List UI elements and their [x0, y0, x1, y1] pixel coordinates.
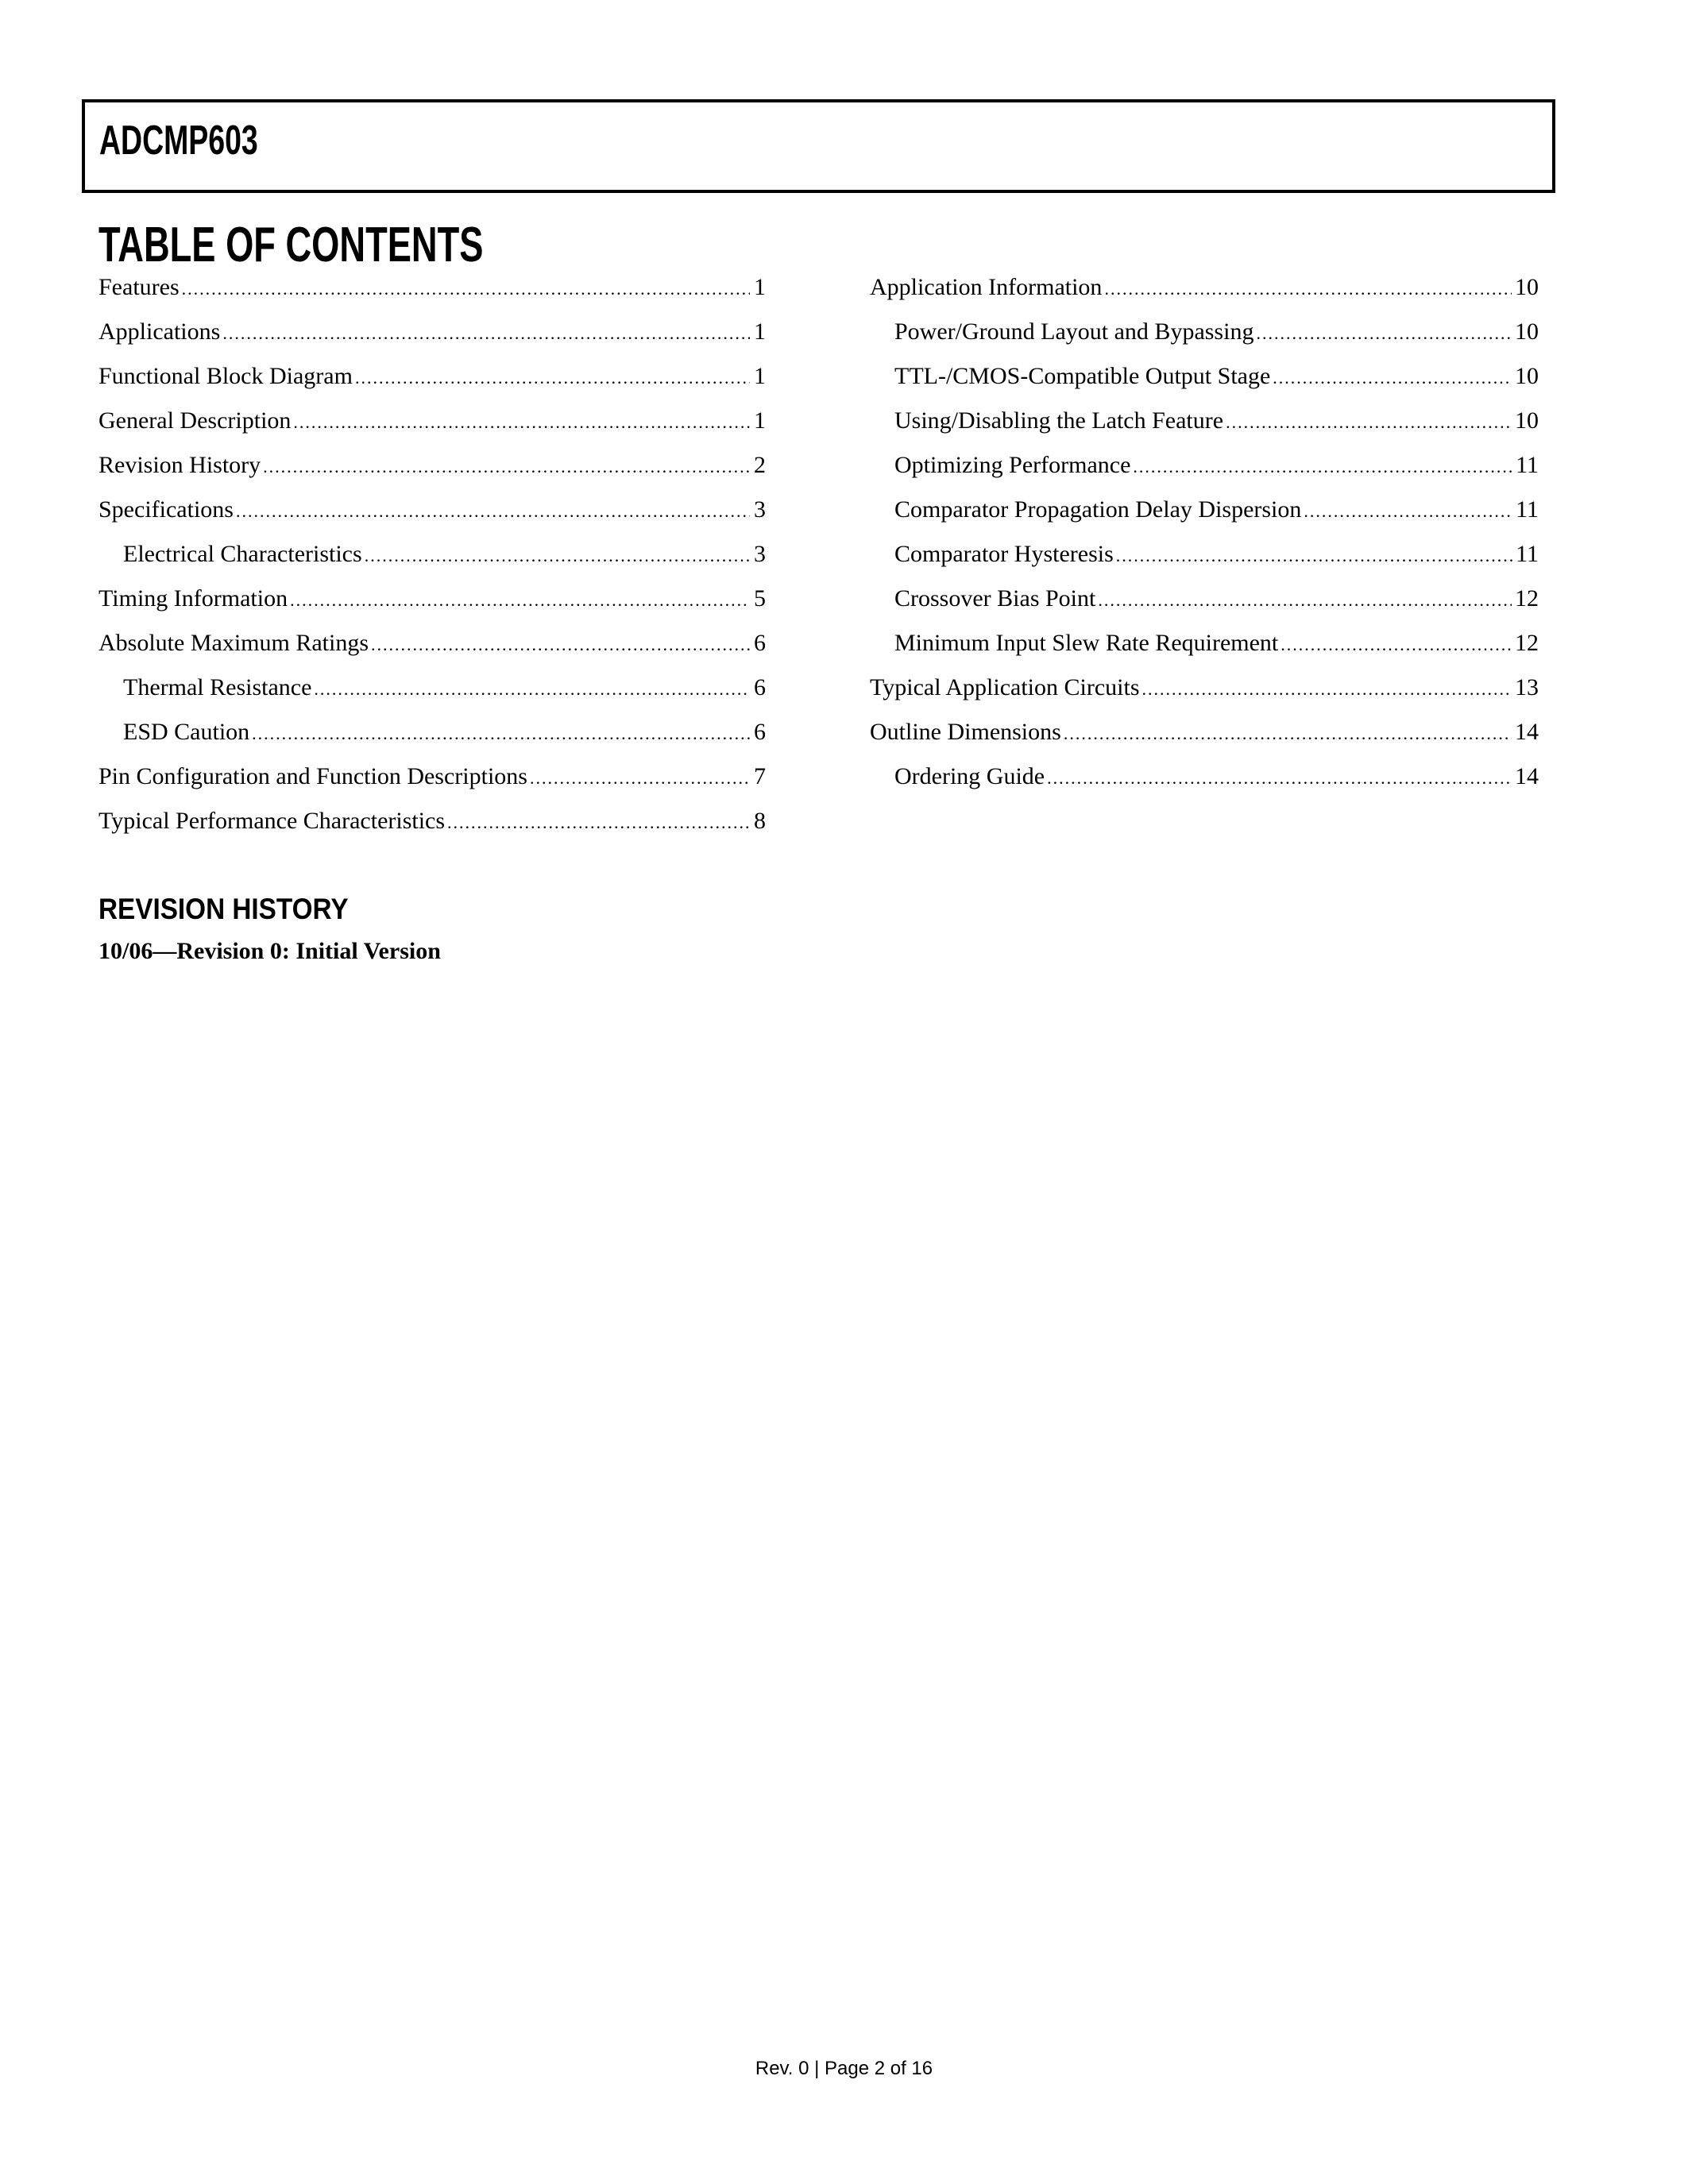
revision-history-heading: REVISION HISTORY — [98, 893, 349, 925]
toc-entry-page: 10 — [1515, 363, 1539, 389]
toc-entry-page: 11 — [1516, 541, 1539, 567]
toc-entry-page: 8 — [754, 808, 766, 834]
toc-entry-label: Thermal Resistance — [123, 674, 312, 700]
toc-entry-typical-application-circuits[interactable] — [870, 670, 1539, 715]
toc-entry-latch-feature[interactable] — [870, 403, 1539, 448]
toc-entry-pin-configuration[interactable] — [98, 759, 766, 804]
toc-entry-ttl-cmos-output-stage[interactable] — [870, 359, 1539, 403]
toc-entry-optimizing-performance[interactable] — [870, 448, 1539, 492]
toc-entry-label: Typical Application Circuits — [870, 674, 1140, 700]
revision-entry: 10/06—Revision 0: Initial Version — [98, 938, 441, 964]
toc-entry-page: 1 — [754, 274, 766, 300]
dot-leader — [314, 672, 750, 707]
toc-entry-features[interactable] — [98, 270, 766, 314]
toc-entry-label: Minimum Input Slew Rate Requirement — [894, 630, 1279, 656]
toc-entry-page: 1 — [754, 407, 766, 434]
toc-entry-outline-dimensions[interactable] — [870, 715, 1539, 759]
dot-leader — [447, 805, 750, 840]
toc-entry-page: 11 — [1516, 452, 1539, 478]
toc-entry-absolute-maximum-ratings[interactable] — [98, 626, 766, 670]
dot-leader — [1256, 316, 1512, 351]
toc-entry-page: 1 — [754, 363, 766, 389]
toc-entry-label: Pin Configuration and Function Descriptions — [98, 763, 527, 789]
toc-entry-label: Using/Disabling the Latch Feature — [894, 407, 1224, 434]
dot-leader — [1047, 761, 1512, 796]
dot-leader — [1133, 450, 1512, 484]
toc-entry-esd-caution[interactable] — [98, 715, 766, 759]
toc-title: TABLE OF CONTENTS — [98, 218, 484, 272]
toc-entry-page: 6 — [754, 630, 766, 656]
toc-entry-page: 7 — [754, 763, 766, 789]
toc-entry-timing-information[interactable] — [98, 581, 766, 626]
dot-leader — [252, 716, 750, 751]
toc-entry-minimum-input-slew-rate[interactable] — [870, 626, 1539, 670]
toc-entry-page: 5 — [754, 585, 766, 612]
toc-entry-comparator-hysteresis[interactable] — [870, 537, 1539, 581]
dot-leader — [1142, 672, 1512, 707]
toc-entry-page: 14 — [1515, 763, 1539, 789]
dot-leader — [1280, 627, 1512, 662]
toc-entry-general-description[interactable] — [98, 403, 766, 448]
dot-leader — [263, 450, 750, 484]
toc-entry-label: Functional Block Diagram — [98, 363, 353, 389]
toc-entry-specifications[interactable] — [98, 492, 766, 537]
toc-entry-label: General Description — [98, 407, 292, 434]
header-box — [82, 99, 1555, 193]
toc-entry-page: 13 — [1515, 674, 1539, 700]
toc-entry-page: 2 — [754, 452, 766, 478]
toc-entry-page: 10 — [1515, 407, 1539, 434]
toc-entry-page: 6 — [754, 674, 766, 700]
dot-leader — [355, 361, 750, 396]
toc-entry-page: 10 — [1515, 274, 1539, 300]
toc-entry-label: Features — [98, 274, 180, 300]
dot-leader — [182, 272, 750, 307]
toc-entry-application-information[interactable] — [870, 270, 1539, 314]
toc-entry-page: 1 — [754, 318, 766, 345]
toc-entry-label: Specifications — [98, 496, 234, 523]
toc-entry-label: Absolute Maximum Ratings — [98, 630, 369, 656]
toc-entry-power-ground-layout[interactable] — [870, 314, 1539, 359]
toc-entry-label: Comparator Propagation Delay Dispersion — [894, 496, 1302, 523]
toc-entry-label: TTL-/CMOS-Compatible Output Stage — [894, 363, 1271, 389]
dot-leader — [1226, 405, 1512, 440]
toc-entry-applications[interactable] — [98, 314, 766, 359]
page-footer: Rev. 0 | Page 2 of 16 — [755, 2058, 933, 2079]
toc-entry-typical-performance-characteristics[interactable] — [98, 804, 766, 848]
dot-leader — [1098, 583, 1512, 618]
toc-entry-label: ESD Caution — [123, 719, 250, 745]
toc-entry-label: Ordering Guide — [894, 763, 1045, 789]
dot-leader — [293, 405, 750, 440]
dot-leader — [530, 761, 750, 796]
toc-right-column — [870, 270, 1539, 804]
toc-entry-label: Applications — [98, 318, 221, 345]
dot-leader — [1064, 716, 1512, 751]
dot-leader — [1304, 494, 1512, 529]
toc-entry-page: 3 — [754, 541, 766, 567]
toc-entry-revision-history[interactable] — [98, 448, 766, 492]
toc-entry-label: Application Information — [870, 274, 1103, 300]
dot-leader — [222, 316, 750, 351]
dot-leader — [371, 627, 750, 662]
toc-entry-page: 3 — [754, 496, 766, 523]
toc-entry-electrical-characteristics[interactable] — [98, 537, 766, 581]
toc-entry-page: 11 — [1516, 496, 1539, 523]
toc-entry-thermal-resistance[interactable] — [98, 670, 766, 715]
toc-entry-label: Timing Information — [98, 585, 288, 612]
dot-leader — [1273, 361, 1512, 396]
toc-entry-page: 14 — [1515, 719, 1539, 745]
toc-entry-label: Outline Dimensions — [870, 719, 1061, 745]
toc-entry-page: 6 — [754, 719, 766, 745]
toc-entry-ordering-guide[interactable] — [870, 759, 1539, 804]
dot-leader — [290, 583, 750, 618]
dot-leader — [1116, 538, 1512, 573]
toc-entry-page: 10 — [1515, 318, 1539, 345]
toc-entry-label: Comparator Hysteresis — [894, 541, 1114, 567]
toc-entry-label: Crossover Bias Point — [894, 585, 1096, 612]
toc-entry-label: Optimizing Performance — [894, 452, 1131, 478]
toc-entry-page: 12 — [1515, 630, 1539, 656]
toc-entry-crossover-bias-point[interactable] — [870, 581, 1539, 626]
dot-leader — [1104, 272, 1512, 307]
toc-entry-label: Revision History — [98, 452, 261, 478]
dot-leader — [236, 494, 750, 529]
part-number: ADCMP603 — [99, 118, 258, 164]
toc-entry-page: 12 — [1515, 585, 1539, 612]
toc-left-column — [98, 270, 766, 848]
toc-entry-label: Typical Performance Characteristics — [98, 808, 446, 834]
toc-entry-functional-block-diagram[interactable] — [98, 359, 766, 403]
toc-entry-label: Power/Ground Layout and Bypassing — [894, 318, 1254, 345]
dot-leader — [365, 538, 750, 573]
toc-entry-label: Electrical Characteristics — [123, 541, 362, 567]
toc-entry-propagation-delay-dispersion[interactable] — [870, 492, 1539, 537]
